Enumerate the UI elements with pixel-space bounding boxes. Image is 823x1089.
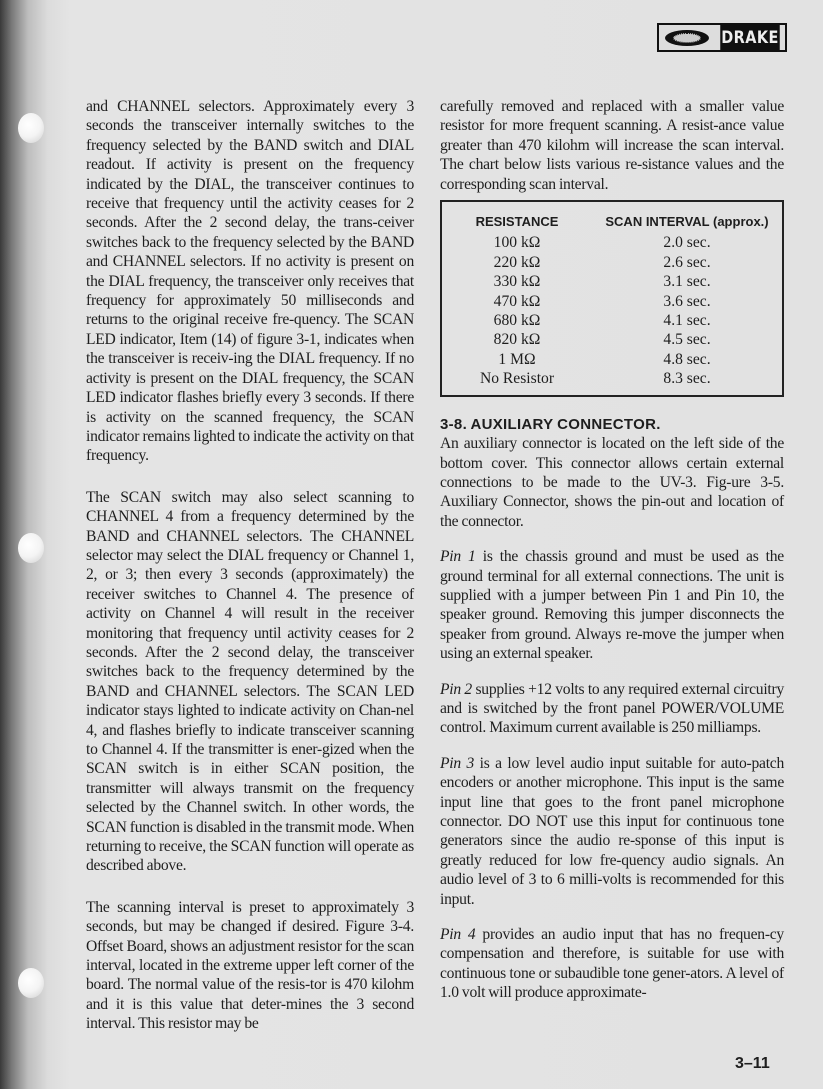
- table-header: [442, 212, 782, 231]
- column-header: SCAN INTERVAL (approx.): [605, 214, 769, 230]
- scan-interval-cell: 3.6 sec.: [663, 292, 711, 310]
- pin-paragraph: [440, 547, 784, 663]
- resistance-cell: 330 kΩ: [493, 273, 541, 291]
- paragraph: An auxiliary connector is located on the left side of the bottom cover. This connector allows certain external connections to be made to the UV-3. Fig-ure 3-5. Auxiliary Connector, shows the pin-out and location of the connector.: [440, 435, 784, 530]
- table-row: [442, 350, 782, 369]
- paragraph: carefully removed and replaced with a smaller value resistor for more frequent scanning. A resist-ance value greater than 470 kilohm will increase the scan interval. The chart below lists various re-sistance values and the corresponding scan interval.: [440, 98, 784, 193]
- pin-text: is a low level audio input suitable for auto-patch encoders or another microphone. This input is the same input line that goes to the front panel microphone connector. DO NOT use this input for continuous tone generators since the audio re-sponse of this input is greatly reduced for low fre-quency audio signals. An audio level of 3 to 6 milli-volts is recommended for this input.: [440, 754, 785, 908]
- resistance-cell: 680 kΩ: [493, 312, 541, 330]
- column-header: RESISTANCE: [475, 214, 559, 230]
- table-row: [442, 311, 782, 330]
- paragraph: and CHANNEL selectors. Approximately every 3 seconds the transceiver internally switches to the frequency selected by the BAND switch and DIAL readout. If activity is present on the frequency indicated by the DIAL, the transceiver continues to receive that frequency until the activity ceases for 2 seconds. After the 2 second delay, the trans-ceiver switches back to the frequency selected by the BAND and CHANNEL selectors. If no activity is present on the DIAL frequency, the transceiver only receives that frequency for approximately 50 milliseconds and returns to the original receive fre-quency. The SCAN LED indicator, Item (14) of figure 3-1, indicates when the transceiver is receiv-ing the DIAL frequency. If no activity is present on the DIAL frequency, the SCAN LED indicator flashes briefly every 3 seconds. If there is activity on the scanned frequency, the SCAN indicator remains lighted to indicate the activity on that frequency.: [86, 98, 414, 465]
- scan-interval-cell: 4.5 sec.: [663, 331, 711, 349]
- binder-hole: [18, 113, 44, 143]
- resistance-cell: 220 kΩ: [493, 253, 541, 271]
- table-row: [442, 233, 782, 252]
- drake-logo: [657, 23, 787, 52]
- page-number: 3–11: [735, 1055, 770, 1072]
- resistance-cell: No Resistor: [479, 370, 555, 388]
- logo-text: DRAKE: [720, 25, 780, 50]
- section-heading: 3-8. AUXILIARY CONNECTOR.: [440, 415, 661, 433]
- table-row: [442, 292, 782, 311]
- binder-hole: [18, 533, 44, 563]
- scan-interval-cell: 2.0 sec.: [663, 234, 711, 252]
- resistance-cell: 820 kΩ: [493, 331, 541, 349]
- pin-label: Pin 4: [440, 926, 476, 944]
- table-row: [442, 272, 782, 291]
- pin-paragraph: [440, 754, 784, 909]
- pin-paragraph: [440, 680, 784, 738]
- pin-label: Pin 2: [440, 680, 472, 698]
- scan-interval-cell: 8.3 sec.: [663, 370, 711, 388]
- binder-hole: [18, 968, 44, 998]
- scan-interval-cell: 2.6 sec.: [663, 253, 711, 271]
- table-row: [442, 253, 782, 272]
- table-row: [442, 330, 782, 349]
- pin-text: provides an audio input that has no frequen-cy compensation and therefore, is suitable for use with continuous tone or subaudible tone gener-ators. A level of 1.0 volt will produce approximate-: [440, 926, 784, 1002]
- right-column: [440, 97, 784, 1003]
- pin-label: Pin 3: [440, 754, 475, 772]
- drake-emblem-icon: [659, 25, 715, 50]
- resistance-cell: 470 kΩ: [493, 292, 541, 310]
- table-row: [442, 369, 782, 388]
- paragraph: The SCAN switch may also select scanning to CHANNEL 4 from a frequency determined by the BAND and CHANNEL selectors. The CHANNEL selector may select the DIAL frequency or Channel 1, 2, or 3; then every 3 seconds (approximately) the receiver switches to Channel 4. The presence of activity on Channel 4 will result in the receiver monitoring that frequency until activity ceases for 2 seconds. After the 2 second delay, the transceiver switches back to the frequency determined by the BAND and CHANNEL selectors. The SCAN LED indicator stays lighted to indicate activity on Chan-nel 4, and flashes briefly to indicate transceiver scanning to Channel 4. If the transmitter is ener-gized when the SCAN switch is in either SCAN position, the transmitter will always transmit on the frequency selected by the Channel switch. In other words, the SCAN function is disabled in the transmit mode. When returning to receive, the SCAN function will operate as described above.: [86, 488, 414, 875]
- scan-interval-cell: 3.1 sec.: [663, 273, 711, 291]
- pin-paragraph: [440, 925, 784, 1003]
- scan-interval-cell: 4.8 sec.: [663, 350, 711, 368]
- pin-text: supplies +12 volts to any required external circuitry and is switched by the front panel POWER/VOLUME control. Maximum current available is 250 milliamps.: [440, 680, 784, 737]
- scan-interval-table: [440, 200, 784, 397]
- resistance-cell: 1 MΩ: [498, 350, 536, 368]
- pin-label: Pin 1: [440, 548, 476, 566]
- paragraph: The scanning interval is preset to approximately 3 seconds, but may be changed if desired. Figure 3-4. Offset Board, shows an adjustment resistor for the scan interval, located in the extreme upper left corner of the board. The normal value of the resis-tor is 470 kilohm and it is this value that deter-mines the 3 second interval. This resistor may be: [86, 898, 414, 1033]
- pin-text: is the chassis ground and must be used as the ground terminal for all external connections. The unit is supplied with a jumper between Pin 1 and Pin 10, the speaker ground. Removing this jumper disconnects the speaker from ground. Always re-move the jumper when using an external speaker.: [440, 548, 784, 663]
- resistance-cell: 100 kΩ: [493, 234, 541, 252]
- scan-interval-cell: 4.1 sec.: [663, 312, 711, 330]
- left-column: [86, 97, 414, 1050]
